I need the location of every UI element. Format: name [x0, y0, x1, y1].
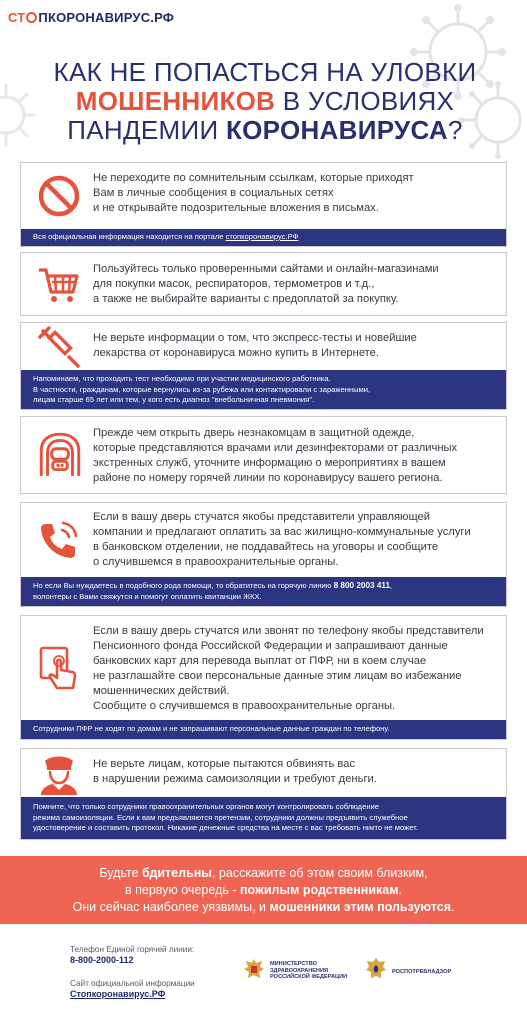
banner-line-1 — [0, 865, 527, 882]
card-text-line: Не верьте информации о том, что экспресс-тесты и новейшие — [93, 332, 417, 344]
title-line-2-rest: В УСЛОВИЯХ — [275, 86, 455, 116]
banner-emphasis: пожилым родственникам — [239, 883, 399, 897]
tip-card-links — [20, 162, 507, 247]
title-line-2 — [30, 87, 500, 116]
site-label: Сайт официальной информации — [70, 979, 195, 988]
logo-part-2: ПКОРОНАВИРУС.РФ — [38, 10, 175, 25]
virus-o-icon — [26, 12, 37, 23]
card-text-line: Вам в личные сообщения в социальных сетях — [93, 187, 334, 199]
strip-line: Помните, что только сотрудники правоохранительных органов могут контролировать соблюдение — [33, 802, 379, 811]
card-text-line: Пенсионного фонда Российской Федерации и запрашивают данные — [93, 640, 448, 652]
card-text-line: банковских карт для перевода выплат от ПФР, ни в коем случае — [93, 655, 427, 667]
ministry-name — [270, 961, 347, 981]
ministry-line: МИНИСТЕРСТВО — [270, 961, 317, 967]
hazmat-suit-icon — [35, 430, 85, 480]
banner-line-3 — [0, 899, 527, 916]
strip-line — [33, 581, 494, 592]
card-text-line: которые представляются врачами или дезинфекторами от различных — [93, 442, 458, 454]
footer-contacts — [70, 944, 195, 1000]
hotline-phone[interactable]: 8-800-2000-112 — [70, 955, 134, 965]
hotline-label: Телефон Единой горячей линии: — [70, 945, 195, 954]
card-text-line: не разглашайте свои персональные данные этим лицам во избежание — [93, 670, 462, 682]
banner-emphasis: мошенники этим пользуются — [269, 900, 451, 914]
ministry-line: РОССИЙСКОЙ ФЕДЕРАЦИИ — [270, 974, 348, 981]
card-text-line: в банковском отделении, не поддавайтесь на уговоры и сообщите — [93, 541, 439, 553]
strip-line: волонтеры с Вами свяжутся и помогут оплатить квитанции ЖКХ. — [33, 591, 262, 601]
strip-text: Сотрудники ПФР не ходят по домам и не запрашивают персональные данные граждан по телефону. — [33, 724, 390, 733]
ministry-line: ЗДРАВООХРАНЕНИЯ — [270, 967, 329, 974]
page-title — [30, 58, 500, 145]
portal-link[interactable]: стопкоронавирус.РФ — [225, 232, 299, 241]
card-text-line: экстренных служб, уточните информацию о мероприятиях в вашем — [93, 457, 446, 469]
strip-line: Напоминаем, что проходить тест необходимо при участии медицинского работника. — [33, 374, 331, 383]
card-text-line: а также не выбирайте варианты с предоплатой за покупку. — [93, 293, 399, 305]
info-strip — [21, 797, 506, 839]
police-officer-icon — [35, 749, 83, 797]
card-text-line: Если в вашу дверь стучатся или звонят по телефону якобы представители — [93, 625, 484, 637]
rospotrebnadzor-name: РОСПОТРЕБНАДЗОР — [392, 969, 452, 975]
shopping-cart-icon — [35, 260, 83, 308]
strip-line: удостоверение и составить протокол. Никакие денежные средства на месте с вас требовать никто не может. — [33, 823, 418, 832]
banner-text: . — [451, 900, 455, 914]
touch-card-icon — [35, 644, 83, 692]
card-text-line: Пользуйтесь только проверенными сайтами и онлайн-магазинами — [93, 263, 439, 275]
rospotrebnadzor-emblem-icon — [364, 956, 388, 982]
card-text-line: Сообщите о случившемся в правоохранительные органы. — [93, 700, 396, 712]
card-text-line: для покупки масок, респираторов, термометров и т.д., — [93, 278, 375, 290]
tip-card-self-isolation — [20, 748, 507, 840]
info-strip — [21, 577, 506, 606]
site-logo — [8, 10, 174, 25]
strip-line: лицам старше 65 лет или тем, у кого есть диагноз "внебольничная пневмония". — [33, 395, 315, 404]
banner-text: , расскажите об этом своим близким, — [211, 866, 428, 880]
info-strip — [21, 370, 506, 409]
title-scammers: МОШЕННИКОВ — [75, 86, 276, 116]
prohibited-icon — [35, 172, 83, 220]
strip-text: Вся официальная информация находится на портале — [33, 232, 226, 241]
card-text-line: мошеннических действий. — [93, 685, 230, 697]
card-text-line: и не открывайте подозрительные вложения в письмах. — [93, 202, 379, 214]
banner-line-2 — [0, 882, 527, 899]
card-text-line: о случившемся в правоохранительные органы. — [93, 556, 339, 568]
title-line-3 — [30, 116, 500, 145]
card-text-line: Не верьте лицам, которые пытаются обвинять вас — [93, 758, 356, 770]
banner-text: Будьте — [99, 866, 143, 880]
title-line-3-start: ПАНДЕМИИ — [67, 115, 226, 145]
banner-text: Они сейчас наиболее уязвимы, и — [72, 900, 270, 914]
strip-punctuation: , — [390, 581, 393, 590]
card-text-line: компании и предлагают оплатить за вас жилищно-коммунальные услуги — [93, 526, 471, 538]
eagle-emblem-icon — [242, 956, 266, 982]
tip-card-tests — [20, 322, 507, 410]
card-text-line: Не переходите по сомнительным ссылкам, которые приходят — [93, 172, 414, 184]
strip-line: В частности, гражданам, которые вернулись из-за рубежа или контактировали с зараженными, — [33, 384, 371, 394]
hotline-number[interactable]: 8 800 2003 411 — [333, 581, 391, 590]
strip-line: режима самоизоляции. Если к вам предъявляются претензии, сотрудники должны предъявить служебное — [33, 812, 408, 822]
warning-banner — [0, 856, 527, 924]
tip-card-protective-clothing — [20, 416, 507, 494]
strip-text: Но если Вы нуждаетесь в подобного рода помощи, то обратитесь на горячую линию — [33, 581, 334, 590]
banner-text: в первую очередь - — [125, 883, 240, 897]
info-strip — [21, 229, 506, 246]
site-link[interactable]: Стопкоронавирус.РФ — [70, 989, 166, 999]
phone-ringing-icon — [35, 516, 83, 564]
title-line-1: КАК НЕ ПОПАСТЬСЯ НА УЛОВКИ — [53, 57, 477, 87]
tip-card-utility-companies — [20, 502, 507, 607]
tip-card-pension-fund — [20, 615, 507, 740]
card-text-line: Прежде чем открыть дверь незнакомцам в защитной одежде, — [93, 427, 415, 439]
card-text-line: в нарушении режима самоизоляции и требуют деньги. — [93, 773, 377, 785]
title-line-3-end: ? — [447, 115, 463, 145]
banner-emphasis: бдительны — [142, 866, 212, 880]
logo-part-1: СТ — [8, 10, 26, 25]
card-text-line: районе по номеру горячей линии по коронавирусу вашего региона. — [93, 472, 443, 484]
card-text-line: Если в вашу дверь стучатся якобы представители управляющей — [93, 511, 430, 523]
syringe-icon — [35, 323, 83, 371]
title-coronavirus: КОРОНАВИРУСА — [225, 115, 448, 145]
card-text-line: лекарства от коронавируса можно купить в Интернете. — [93, 347, 380, 359]
tip-card-shops — [20, 252, 507, 316]
info-strip — [21, 720, 506, 739]
banner-text: . — [398, 883, 402, 897]
